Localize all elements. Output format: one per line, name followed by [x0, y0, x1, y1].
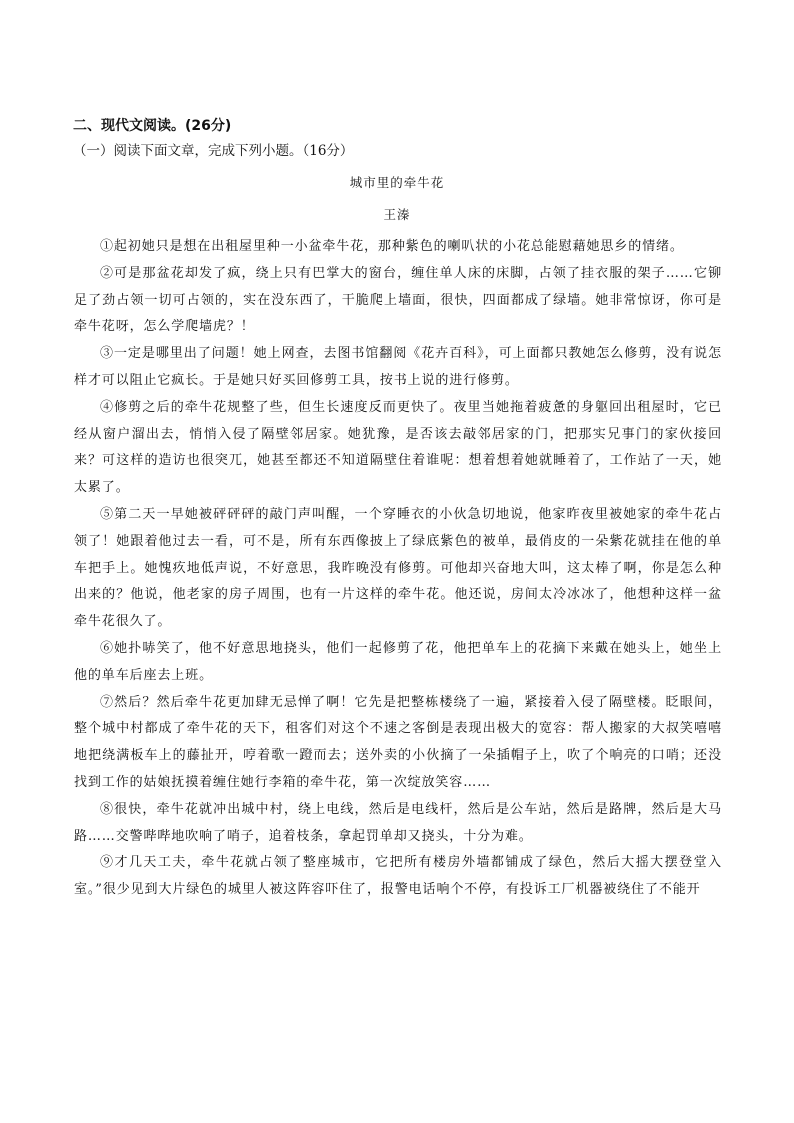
article-title: 城市里的牵牛花: [349, 175, 445, 190]
paragraph-6: ⑥她扑哧笑了，他不好意思地挠头，他们一起修剪了花，他把单车上的花摘下来戴在她头上，她坐上他的单车后座去上班。: [74, 640, 722, 683]
article-author: 王溱: [383, 207, 411, 222]
paragraph-2: ②可是那盆花却发了疯，绕上只有巴掌大的窗台，缠住单人床的床脚，占领了挂衣服的架子……它铆足了劲占领一切可占领的，实在没东西了，干脆爬上墙面，很快，四面都成了绿墙。她非常惊讶，你可是牵牛花呀，怎么学爬墙虎？！: [74, 265, 722, 335]
article-body: [74, 234, 722, 904]
paragraph-8: ⑧很快，牵牛花就冲出城中村，绕上电线，然后是电线杆，然后是公车站，然后是路牌，然后是大马路……交警哔哔地吹响了哨子，追着枝条，拿起罚单却又挠头，十分为难。: [74, 801, 722, 844]
section-heading: 二、现代文阅读。(26分): [73, 118, 232, 134]
paragraph-1: ①起初她只是想在出租屋里种一小盆牵牛花，那种紫色的喇叭状的小花总能慰藉她思乡的情绪。: [100, 239, 684, 254]
paragraph-7: ⑦然后？然后牵牛花更加肆无忌惮了啊！它先是把整栋楼绕了一遍，紧接着入侵了隔壁楼。眨眼间，整个城中村都成了牵牛花的天下，租客们对这个不速之客倒是表现出极大的宽容：帮人搬家的大叔笑嘻嘻地把绕满板车上的藤扯开，哼着歌一蹬而去；送外卖的小伙摘了一朵插帽子上，吹了个响亮的口哨；还没找到工作的姑娘抚摸着缠住她行李箱的牵牛花，第一次绽放笑容……: [74, 694, 722, 790]
paragraph-9: ⑨才几天工夫，牵牛花就占领了整座城市，它把所有楼房外墙都铺成了绿色，然后大摇大摆登堂入室。”很少见到大片绿色的城里人被这阵容吓住了，报警电话响个不停，有投诉工厂机器被绕住了不能开: [74, 855, 722, 898]
reading-instruction: （一）阅读下面文章，完成下列小题。（16分）: [73, 143, 354, 159]
paragraph-3: ③一定是哪里出了问题！她上网查，去图书馆翻阅《花卉百科》，可上面都只教她怎么修剪，没有说怎样才可以阻止它疯长。于是她只好买回修剪工具，按书上说的进行修剪。: [74, 346, 722, 388]
paragraph-4: ④修剪之后的牵牛花规整了些，但生长速度反而更快了。夜里当她拖着疲惫的身躯回出租屋时，它已经从窗户溜出去，悄悄入侵了隔壁邻居家。她犹豫，是否该去敲邻居家的门，把那实兄事门的家伙接回来？可这样的造访也很突兀，她甚至都还不知道隔壁住着谁呢：想着想着她就睡着了，工作站了一天，她太累了。: [74, 399, 722, 496]
paragraph-5: ⑤第二天一早她被砰砰砰的敲门声叫醒，一个穿睡衣的小伙急切地说，他家昨夜里被她家的牵牛花占领了！她跟着他过去一看，可不是，所有东西像披上了绿底紫色的被单，最俏皮的一朵紫花就挂在他的单车把手上。她愧疚地低声说，不好意思，我昨晚没有修剪。可他却兴奋地大叫，这太棒了啊，你是怎么种出来的？他说，他老家的房子周围，也有一片这样的牵牛花。他还说，房间太冷冰冰了，他想种这样一盆牵牛花很久了。: [74, 506, 722, 630]
